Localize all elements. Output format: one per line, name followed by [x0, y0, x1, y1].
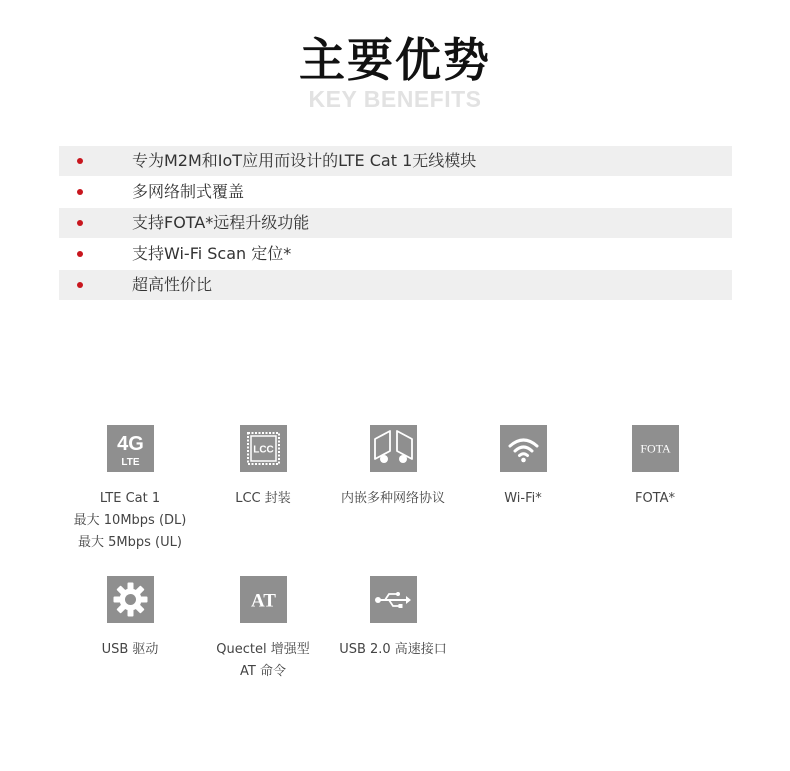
bullet-icon: [77, 189, 83, 195]
bullet-icon: [77, 282, 83, 288]
gear-icon: [107, 576, 154, 623]
wifi-icon: [500, 425, 547, 472]
page-title: 主要优势: [299, 33, 491, 87]
benefits-list: [59, 146, 732, 301]
feature-fota: [580, 425, 730, 510]
feature-label: Wi-Fi*: [504, 491, 542, 506]
icon-text-lte: LTE: [120, 457, 140, 468]
feature-label: USB 驱动: [101, 642, 159, 657]
benefit-item: [59, 146, 732, 176]
bullet-icon: [77, 220, 83, 226]
feature-label: USB 2.0 高速接口: [339, 642, 447, 657]
bullet-icon: [77, 158, 83, 164]
benefit-text: 多网络制式覆盖: [132, 182, 245, 201]
feature-at-command: [188, 576, 338, 683]
feature-usb-driver: [55, 576, 205, 661]
icon-text-fota: FOTA: [639, 441, 671, 456]
benefit-item: [59, 177, 732, 207]
benefit-text: 支持FOTA*远程升级功能: [132, 213, 310, 232]
benefit-text: 专为M2M和IoT应用而设计的LTE Cat 1无线模块: [132, 151, 477, 170]
at-command-icon: [240, 576, 287, 623]
network-protocol-icon: [370, 425, 417, 472]
feature-label: LTE Cat 1 最大 10Mbps (DL) 最大 5Mbps (UL): [73, 491, 187, 550]
feature-label: 内嵌多种网络协议: [340, 491, 445, 506]
benefit-text: 超高性价比: [132, 275, 213, 294]
usb-icon: [370, 576, 417, 623]
feature-lcc: [188, 425, 338, 510]
feature-label: LCC 封装: [235, 491, 291, 506]
icon-text-lcc: LCC: [252, 444, 274, 456]
benefit-item: [59, 208, 732, 238]
icon-text-4g: 4G: [116, 433, 144, 455]
icon-text-at: AT: [250, 590, 276, 612]
feature-network-protocol: [318, 425, 468, 510]
feature-label: Quectel 增强型 AT 命令: [216, 642, 310, 679]
benefit-item: [59, 239, 732, 269]
feature-lte-cat1: [55, 425, 205, 554]
feature-usb-interface: [318, 576, 468, 661]
feature-wifi: [448, 425, 598, 510]
feature-label: FOTA*: [634, 491, 676, 506]
fota-icon: [632, 425, 679, 472]
benefit-text: 支持Wi-Fi Scan 定位*: [132, 244, 292, 263]
benefit-item: [59, 270, 732, 300]
4g-lte-icon: [107, 425, 154, 472]
lcc-chip-icon: [240, 425, 287, 472]
page-subtitle: KEY BENEFITS: [308, 86, 482, 112]
bullet-icon: [77, 251, 83, 257]
